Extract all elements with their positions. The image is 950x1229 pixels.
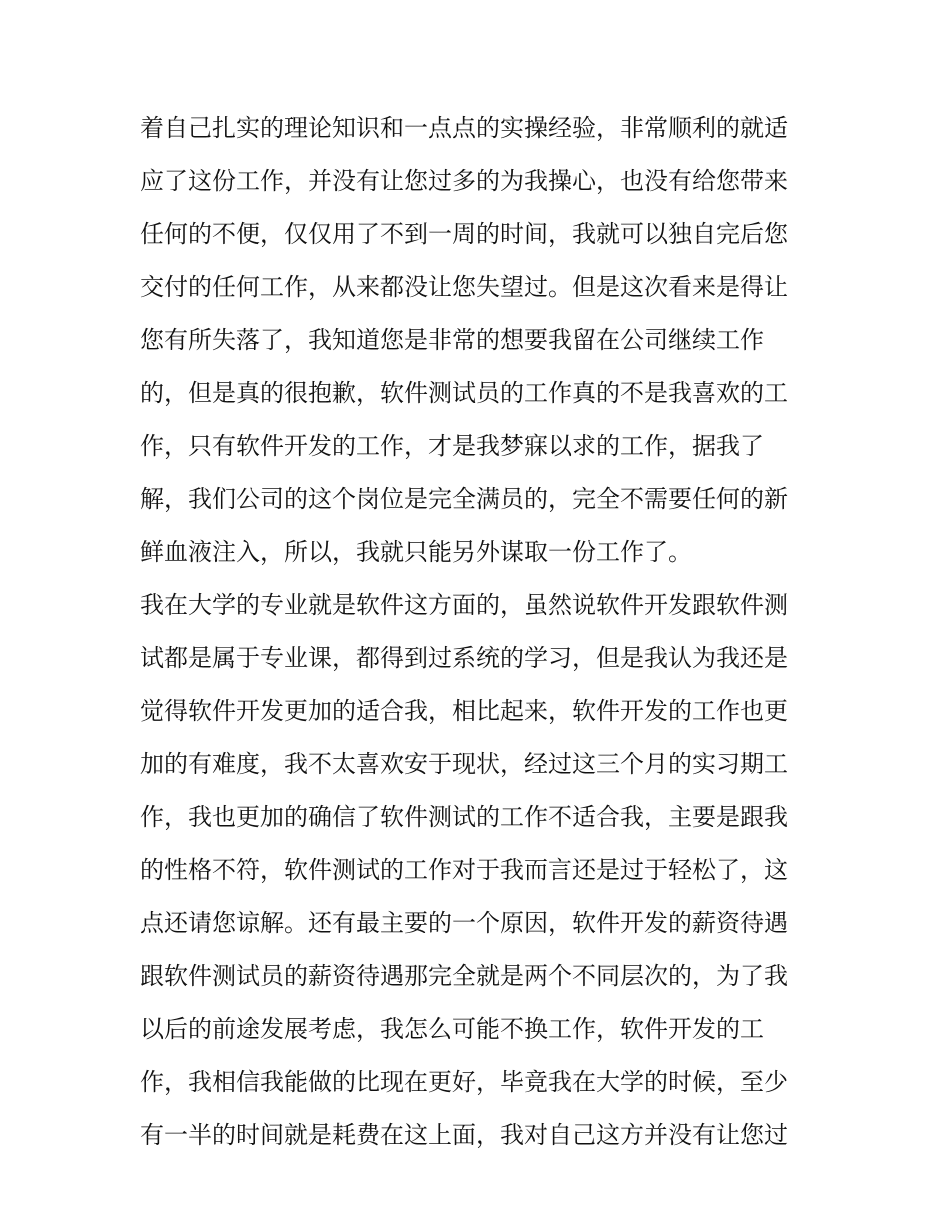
text-line: 的性格不符，软件测试的工作对于我而言还是过于轻松了，这 [140, 856, 788, 884]
text-line: 鲜血液注入，所以，我就只能另外谋取一份工作了。 [140, 538, 692, 566]
text-line: 点还请您谅解。还有最主要的一个原因，软件开发的薪资待遇 [140, 909, 788, 937]
text-line: 以后的前途发展考虑，我怎么可能不换工作，软件开发的工 [140, 1015, 764, 1043]
text-line: 着自己扎实的理论知识和一点点的实操经验，非常顺利的就适 [140, 114, 788, 142]
text-line: 交付的任何工作，从来都没让您失望过。但是这次看来是得让 [140, 273, 788, 301]
document-body [140, 102, 820, 1162]
text-line: 应了这份工作，并没有让您过多的为我操心，也没有给您带来 [140, 167, 788, 195]
text-line: 跟软件测试员的薪资待遇那完全就是两个不同层次的，为了我 [140, 962, 788, 990]
text-line: 觉得软件开发更加的适合我，相比起来，软件开发的工作也更 [140, 697, 788, 725]
text-line: 作，我也更加的确信了软件测试的工作不适合我，主要是跟我 [140, 803, 788, 831]
text-line: 作，只有软件开发的工作，才是我梦寐以求的工作，据我了 [140, 432, 764, 460]
text-line: 有一半的时间就是耗费在这上面，我对自己这方并没有让您过 [140, 1121, 788, 1149]
text-line: 作，我相信我能做的比现在更好，毕竟我在大学的时候，至少 [140, 1068, 788, 1096]
text-line: 加的有难度，我不太喜欢安于现状，经过这三个月的实习期工 [140, 750, 788, 778]
text-line: 任何的不便，仅仅用了不到一周的时间，我就可以独自完后您 [140, 220, 788, 248]
text-line: 您有所失落了，我知道您是非常的想要我留在公司继续工作 [140, 326, 764, 354]
text-line: 的，但是真的很抱歉，软件测试员的工作真的不是我喜欢的工 [140, 379, 788, 407]
text-line: 试都是属于专业课，都得到过系统的学习，但是我认为我还是 [140, 644, 788, 672]
text-line: 我在大学的专业就是软件这方面的，虽然说软件开发跟软件测 [140, 591, 788, 619]
text-line: 解，我们公司的这个岗位是完全满员的，完全不需要任何的新 [140, 485, 788, 513]
